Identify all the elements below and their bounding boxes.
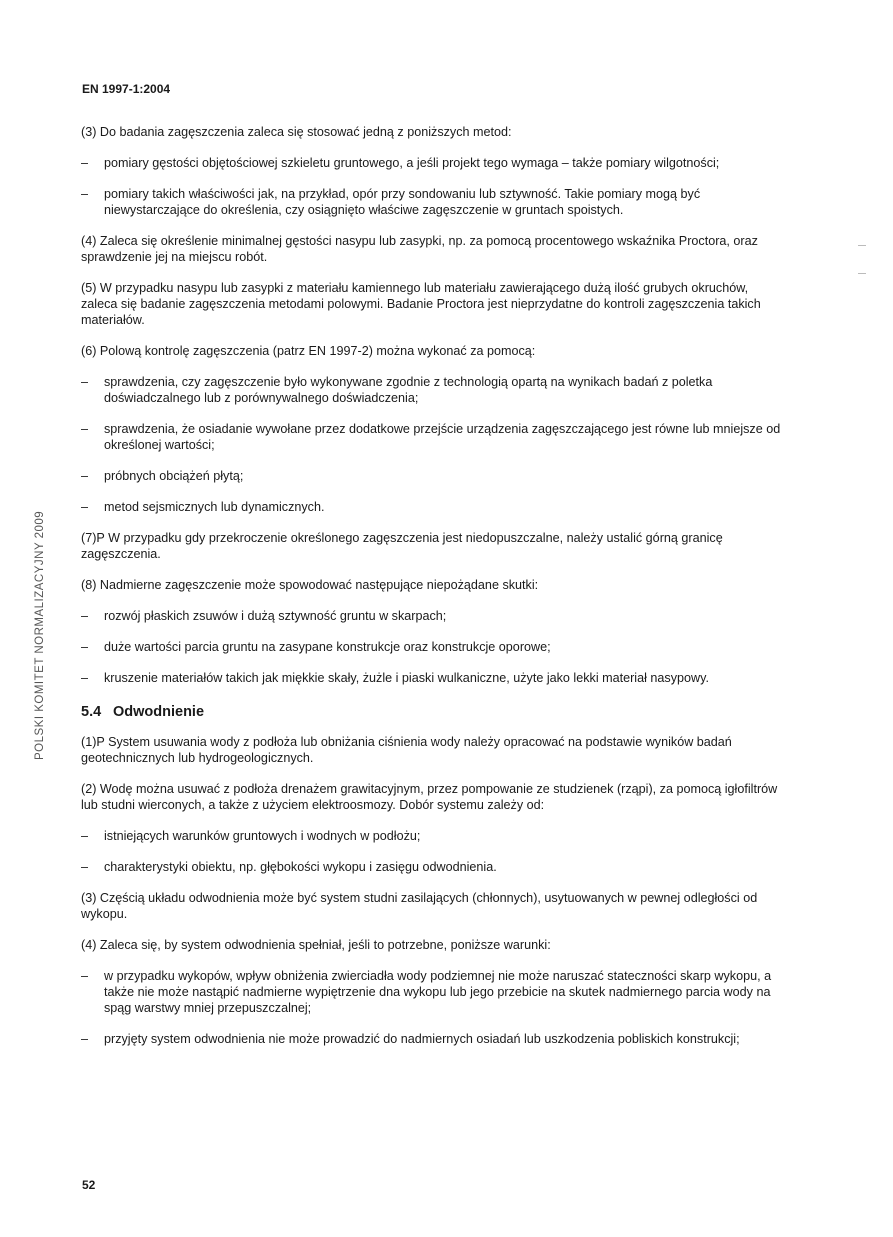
list-item xyxy=(81,670,781,686)
bullet-dash: – xyxy=(81,469,89,483)
margin-mark xyxy=(858,273,866,274)
page-number: 52 xyxy=(82,1178,96,1192)
list-item-text: sprawdzenia, czy zagęszczenie było wykonywane zgodnie z technologią opartą na wynikach badań z poletka doświadczalnego lub z porównywalnego doświadczenia; xyxy=(104,375,713,405)
list-item xyxy=(81,421,781,453)
document-body xyxy=(81,124,781,1062)
list-item xyxy=(81,374,781,406)
list-item-text: próbnych obciążeń płytą; xyxy=(104,469,244,483)
list-item xyxy=(81,639,781,655)
bullet-dash: – xyxy=(81,156,89,170)
paragraph: (5) W przypadku nasypu lub zasypki z materiału kamiennego lub materiału zawierającego dużą ilość grubych okruchów, zaleca się badanie zagęszczenia metodami polowymi. Badanie Proctora jest nieprzydatne do kontroli zagęszczenia takich materiałów. xyxy=(81,281,761,327)
list-item-text: metod sejsmicznych lub dynamicznych. xyxy=(104,500,325,514)
paragraph: (4) Zaleca się określenie minimalnej gęstości nasypu lub zasypki, np. za pomocą procentowego wskaźnika Proctora, oraz sprawdzenie jej na miejscu robót. xyxy=(81,234,758,264)
bullet-dash: – xyxy=(81,1032,89,1046)
bullet-dash: – xyxy=(81,640,89,654)
list-item xyxy=(81,859,781,875)
paragraph: (3) Częścią układu odwodnienia może być system studni zasilających (chłonnych), usytuowanych w pewnej odległości od wykopu. xyxy=(81,891,758,921)
list-item xyxy=(81,155,781,171)
paragraph: (1)P System usuwania wody z podłoża lub obniżania ciśnienia wody należy opracować na podstawie wyników badań geotechnicznych lub hydrogeologicznych. xyxy=(81,735,732,765)
margin-mark xyxy=(858,245,866,246)
paragraph: (8) Nadmierne zagęszczenie może spowodować następujące niepożądane skutki: xyxy=(81,578,539,592)
list-item xyxy=(81,608,781,624)
section-title-text: Odwodnienie xyxy=(113,704,205,720)
list-item xyxy=(81,186,781,218)
list-item xyxy=(81,828,781,844)
section-heading xyxy=(81,704,781,720)
list-item-text: pomiary takich właściwości jak, na przykład, opór przy sondowaniu lub sztywność. Takie pomiary mogą być niewystarczające do określenia, czy osiągnięto właściwe zagęszczenie w gruntach spoistych. xyxy=(104,187,701,217)
bullet-dash: – xyxy=(81,860,89,874)
list-item-text: pomiary gęstości objętościowej szkieletu gruntowego, a jeśli projekt tego wymaga – także pomiary wilgotności; xyxy=(104,156,720,170)
list-item xyxy=(81,468,781,484)
list-item-text: rozwój płaskich zsuwów i dużą sztywność gruntu w skarpach; xyxy=(104,609,447,623)
list-item-text: charakterystyki obiektu, np. głębokości wykopu i zasięgu odwodnienia. xyxy=(104,860,497,874)
list-item-text: przyjęty system odwodnienia nie może prowadzić do nadmiernych osiadań lub uszkodzenia pobliskich konstrukcji; xyxy=(104,1032,740,1046)
list-item-text: kruszenie materiałów takich jak miękkie skały, żużle i piaski wulkaniczne, użyte jako lekki materiał nasypowy. xyxy=(104,671,709,685)
bullet-dash: – xyxy=(81,187,89,201)
list-item xyxy=(81,1031,781,1047)
bullet-dash: – xyxy=(81,829,89,843)
paragraph: (4) Zaleca się, by system odwodnienia spełniał, jeśli to potrzebne, poniższe warunki: xyxy=(81,938,551,952)
list-item xyxy=(81,968,781,1016)
bullet-dash: – xyxy=(81,500,89,514)
paragraph: (6) Polową kontrolę zagęszczenia (patrz EN 1997-2) można wykonać za pomocą: xyxy=(81,344,536,358)
list-item-text: w przypadku wykopów, wpływ obniżenia zwierciadła wody podziemnej nie może naruszać stateczności skarp wykopu, a także nie może nastąpić nadmierne wypiętrzenie dna wykopu lub jego przebicie na skutek nadmiernego parcia wody na spąg warstwy mniej przepuszczalnej; xyxy=(104,969,772,1015)
list-item-text: sprawdzenia, że osiadanie wywołane przez dodatkowe przejście urządzenia zagęszczającego jest równe lub mniejsze od określonej wartości; xyxy=(104,422,781,452)
document-header: EN 1997-1:2004 xyxy=(82,82,171,96)
list-item-text: istniejących warunków gruntowych i wodnych w podłożu; xyxy=(104,829,421,843)
bullet-dash: – xyxy=(81,969,89,983)
bullet-dash: – xyxy=(81,609,89,623)
list-item xyxy=(81,499,781,515)
paragraph: (7)P W przypadku gdy przekroczenie określonego zagęszczenia jest niedopuszczalne, należy ustalić górną granicę zagęszczenia. xyxy=(81,531,723,561)
bullet-dash: – xyxy=(81,422,89,436)
bullet-dash: – xyxy=(81,375,89,389)
list-item-text: duże wartości parcia gruntu na zasypane konstrukcje oraz konstrukcje oporowe; xyxy=(104,640,551,654)
paragraph: (2) Wodę można usuwać z podłoża drenażem grawitacyjnym, przez pompowanie ze studzienek (rząpi), za pomocą igłofiltrów lub studni wierconych, a także z użyciem elektroosmozy. Dobór systemu zależy od: xyxy=(81,782,778,812)
paragraph: (3) Do badania zagęszczenia zaleca się stosować jedną z poniższych metod: xyxy=(81,125,512,139)
sidebar-watermark: POLSKI KOMITET NORMALIZACYJNY 2009 xyxy=(34,510,46,760)
section-number: 5.4 xyxy=(81,704,102,720)
bullet-dash: – xyxy=(81,671,89,685)
